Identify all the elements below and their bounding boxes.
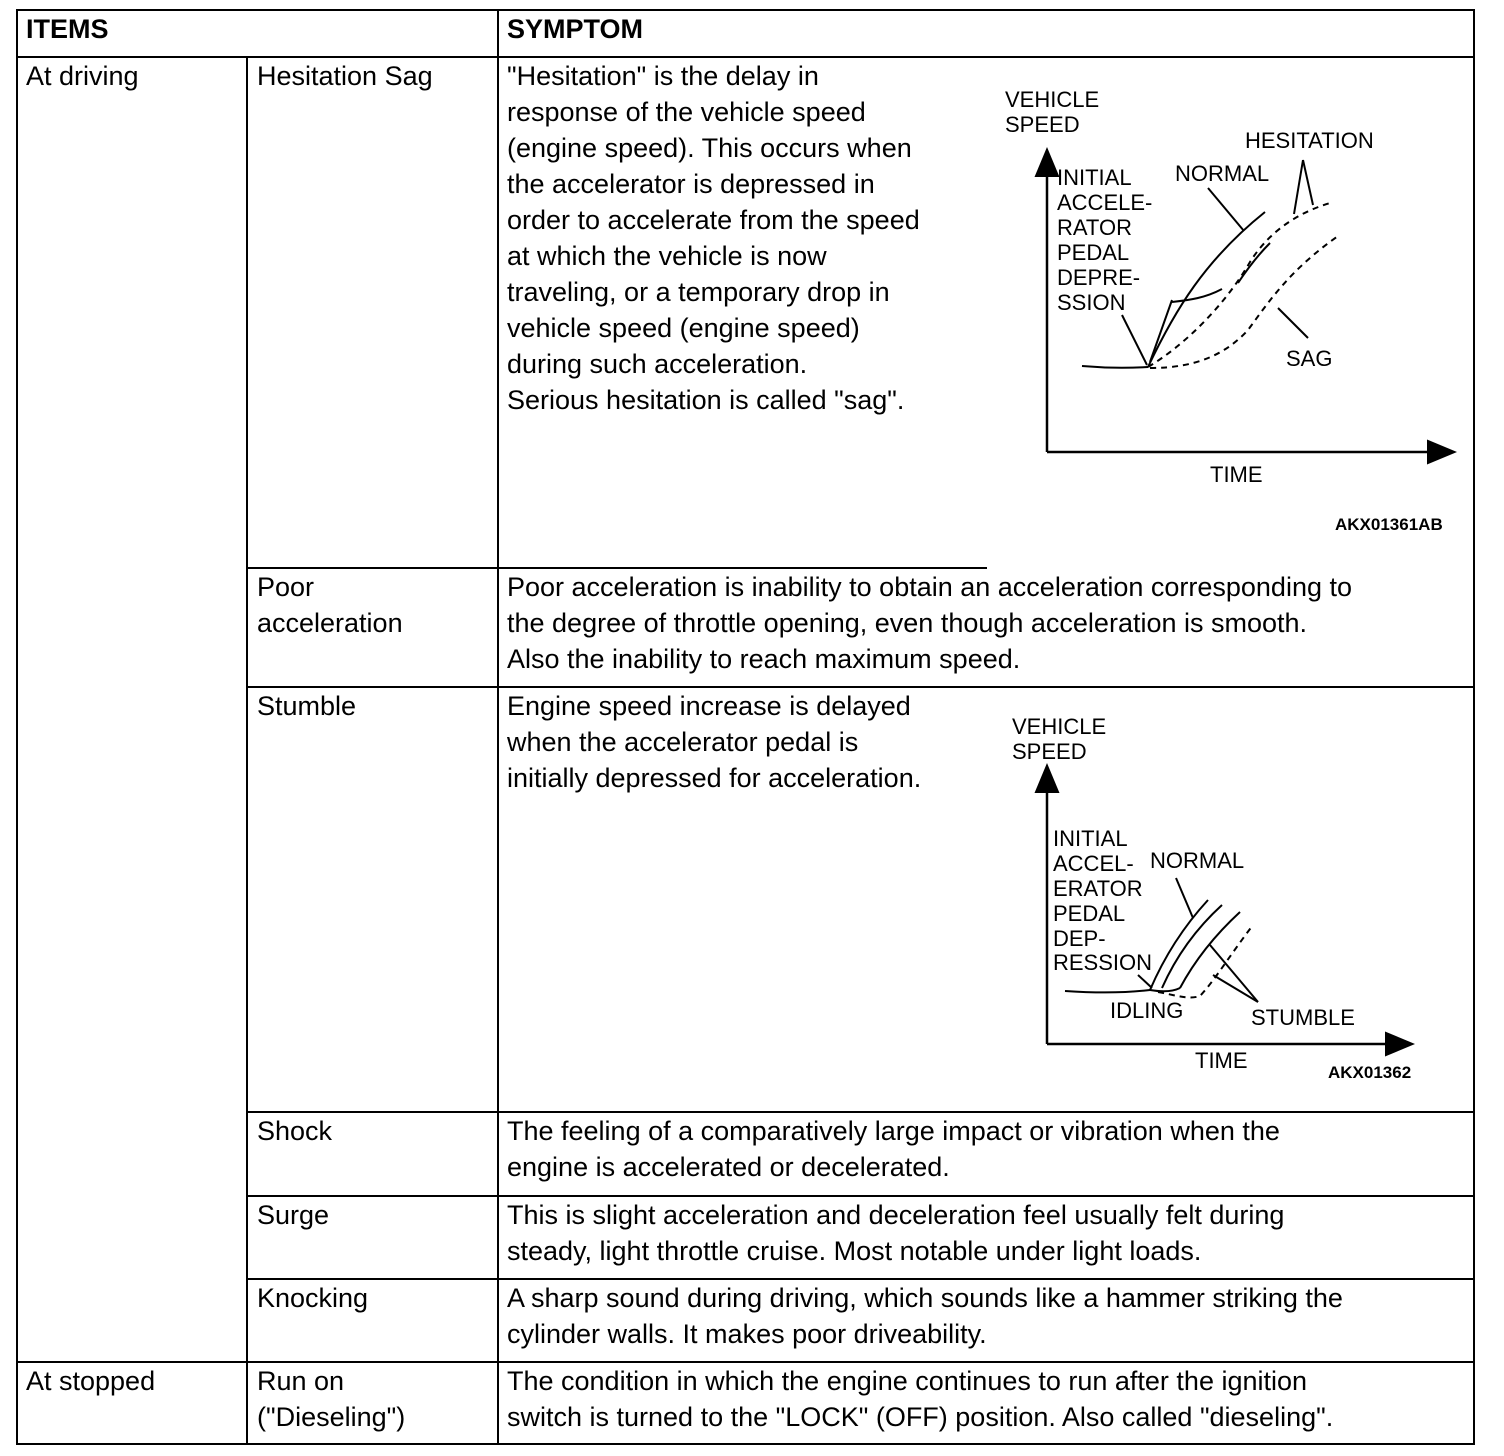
sag-label: SAG — [1286, 346, 1333, 371]
pedal-label-line-2: ACCEL- — [1053, 851, 1134, 876]
item-stumble: Stumble — [257, 691, 357, 721]
pedal-label-line-3: RATOR — [1057, 215, 1132, 240]
symptom-run-on: The condition in which the engine continues to run after the ignition switch is turned to the "LOCK" (OFF) position. Also called "dieseling". — [507, 1366, 1334, 1432]
idle-line — [1065, 990, 1150, 992]
pedal-pointer — [1122, 315, 1147, 365]
pedal-label-line-6: SSION — [1057, 290, 1126, 315]
pedal-label-line-2: ACCELE- — [1057, 190, 1153, 215]
symptom-stumble: Engine speed increase is delayed when the accelerator pedal is initially depressed for acceleration. — [507, 691, 922, 793]
table-border-bottom — [16, 1443, 1475, 1445]
pedal-label-line-4: PEDAL — [1057, 240, 1130, 265]
table-border-left — [16, 9, 18, 1445]
normal-label: NORMAL — [1175, 161, 1270, 186]
stumble-diagram — [1000, 705, 1465, 1100]
symptom-hesitation-sag: "Hesitation" is the delay in response of the vehicle speed (engine speed). This occurs when the accelerator is depressed in order to accelerate from the speed at which the vehicle is now traveling, or a temporary drop in vehicle speed (engine speed) during such acceleration. Serious hesitation is called "sag". — [507, 61, 920, 415]
column-divider-items — [497, 9, 499, 1445]
stumble-dashed — [1158, 925, 1253, 997]
x-axis-label: TIME — [1210, 462, 1263, 487]
pedal-pointer — [1138, 975, 1152, 988]
table-border-right — [1473, 9, 1475, 1445]
pedal-label-line-1: INITIAL — [1053, 826, 1128, 851]
hesitation-pointer-b — [1303, 160, 1313, 205]
pedal-label-line-5: DEP- — [1053, 926, 1106, 951]
figure-code: AKX01362 — [1328, 1063, 1412, 1082]
hesitation-dashed-curve — [1148, 203, 1330, 367]
stumble-label: STUMBLE — [1251, 1005, 1355, 1030]
symptom-surge: This is slight acceleration and deceleration feel usually felt during steady, light throttle cruise. Most notable under light loads. — [507, 1200, 1285, 1266]
idle-line — [1082, 366, 1148, 368]
item-surge: Surge — [257, 1200, 330, 1230]
hesitation-solid-curve — [1172, 289, 1222, 302]
normal-label: NORMAL — [1150, 848, 1245, 873]
symptom-poor-acceleration: Poor acceleration is inability to obtain an acceleration corresponding to the degree of throttle opening, even though acceleration is smooth. Also the inability to reach maximum speed. — [507, 572, 1353, 674]
group-at-stopped: At stopped — [26, 1366, 156, 1396]
normal-curve — [1148, 212, 1265, 367]
column-divider-groups — [246, 56, 248, 1445]
item-hesitation-sag: Hesitation Sag — [257, 61, 433, 91]
y-axis-label-line-1: VEHICLE — [1005, 87, 1100, 112]
y-axis-label-line-1: VEHICLE — [1012, 714, 1107, 739]
pedal-label-line-6: RESSION — [1053, 950, 1153, 975]
item-run-on: Run on ("Dieseling") — [257, 1366, 406, 1432]
idling-label: IDLING — [1110, 998, 1184, 1023]
hesitation-label: HESITATION — [1245, 128, 1374, 153]
table-border-top — [16, 9, 1475, 11]
header-items: ITEMS — [26, 14, 109, 44]
stumble-pointer-b — [1213, 975, 1258, 1002]
stumble-solid-1 — [1150, 988, 1180, 991]
figure-code: AKX01361AB — [1335, 515, 1443, 534]
hesitation-pointer-a — [1294, 160, 1303, 214]
hesitation-sag-diagram — [990, 80, 1465, 545]
symptom-shock: The feeling of a comparatively large impact or vibration when the engine is accelerated or decelerated. — [507, 1116, 1280, 1182]
symptom-knocking: A sharp sound during driving, which sounds like a hammer striking the cylinder walls. It makes poor driveability. — [507, 1283, 1343, 1349]
y-axis-label-line-2: SPEED — [1005, 112, 1080, 137]
pedal-label-line-5: DEPRE- — [1057, 265, 1141, 290]
sag-pointer — [1278, 308, 1308, 338]
group-at-driving: At driving — [26, 61, 139, 91]
item-knocking: Knocking — [257, 1283, 369, 1313]
item-poor-acceleration: Poor acceleration — [257, 572, 403, 638]
y-axis-label-line-2: SPEED — [1012, 739, 1087, 764]
item-shock: Shock — [257, 1116, 333, 1146]
x-axis-label: TIME — [1195, 1048, 1248, 1073]
pedal-label-line-4: PEDAL — [1053, 901, 1126, 926]
pedal-label-line-1: INITIAL — [1057, 165, 1132, 190]
normal-pointer — [1208, 188, 1244, 231]
normal-pointer — [1176, 878, 1193, 918]
hesitation-rise-solid — [1238, 243, 1270, 283]
pedal-label-line-3: ERATOR — [1053, 876, 1143, 901]
normal-curve-1 — [1150, 900, 1208, 990]
header-symptom: SYMPTOM — [507, 14, 644, 44]
